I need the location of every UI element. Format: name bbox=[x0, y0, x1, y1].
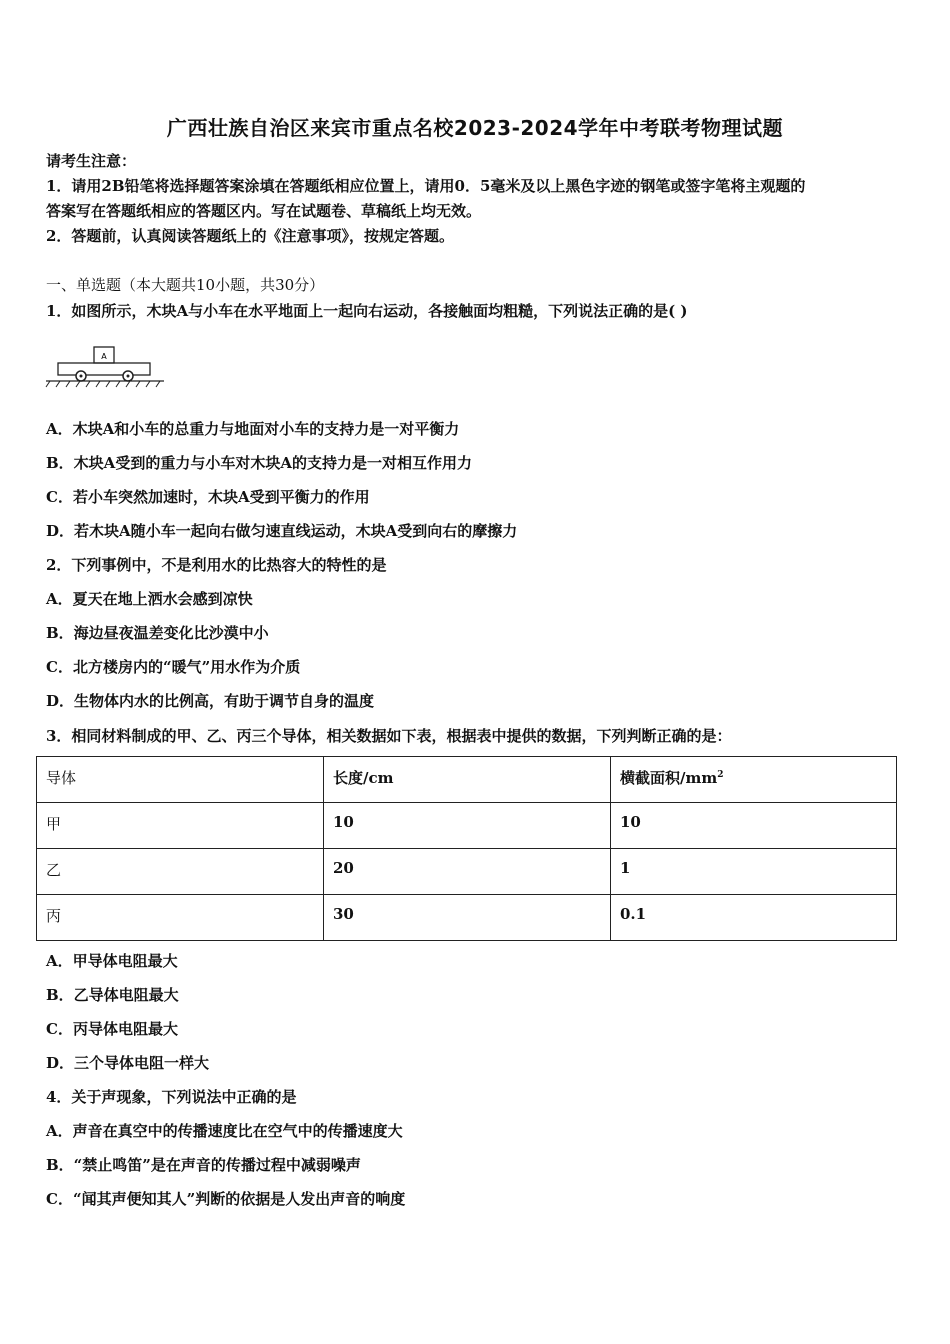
page-title: 广西壮族自治区来宾市重点名校2023-2024学年中考联考物理试题 bbox=[166, 116, 784, 140]
header-length: 长度/cm bbox=[324, 757, 611, 803]
table-cell: 20 bbox=[324, 849, 611, 895]
table-row bbox=[37, 895, 897, 941]
table-cell: 丙 bbox=[37, 895, 324, 941]
notice-item-2: 2．答题前，认真阅读答题纸上的《注意事项》，按规定答题。 bbox=[46, 227, 454, 245]
notice-heading: 请考生注意： bbox=[46, 152, 137, 170]
q4-option-c: C．“闻其声便知其人”判断的依据是人发出声音的响度 bbox=[46, 1190, 406, 1208]
header-cross-section: 横截面积$/mm^2$ bbox=[611, 757, 897, 803]
question-2-stem: 2．下列事例中，不是利用水的比热容大的特性的是 bbox=[46, 556, 387, 574]
table-row bbox=[37, 849, 897, 895]
q3-option-d: D．三个导体电阻一样大 bbox=[46, 1054, 210, 1072]
table-cell: 10 bbox=[324, 803, 611, 849]
q3-option-b: B．乙导体电阻最大 bbox=[46, 986, 179, 1004]
question-4-stem: 4．关于声现象，下列说法中正确的是 bbox=[46, 1088, 297, 1106]
q1-option-d: D．若木块A随小车一起向右做匀速直线运动，木块A受到向右的摩擦力 bbox=[46, 522, 518, 540]
q1-option-c: C．若小车突然加速时，木块A受到平衡力的作用 bbox=[46, 488, 370, 506]
block-a-label: A bbox=[101, 352, 107, 361]
table-header-row bbox=[37, 757, 897, 803]
table-cell: 10 bbox=[611, 803, 897, 849]
table-cell: 甲 bbox=[37, 803, 324, 849]
q1-option-a: A．木块A和小车的总重力与地面对小车的支持力是一对平衡力 bbox=[46, 420, 460, 438]
q1-option-b: B．木块A受到的重力与小车对木块A的支持力是一对相互作用力 bbox=[46, 454, 472, 472]
table-cell: 30 bbox=[324, 895, 611, 941]
q3-option-a: A．甲导体电阻最大 bbox=[46, 952, 178, 970]
cart-body bbox=[58, 363, 150, 375]
ground-hatching bbox=[46, 381, 160, 387]
notice-item-1-line-1: 1．请用2B铅笔将选择题答案涂填在答题纸相应位置上，请用0．5毫米及以上黑色字迹的钢笔或签字笔将主观题的 bbox=[46, 177, 806, 195]
q2-option-b: B．海边昼夜温差变化比沙漠中小 bbox=[46, 624, 269, 642]
q2-option-a: A．夏天在地上洒水会感到凉快 bbox=[46, 590, 253, 608]
conductor-data-table bbox=[36, 756, 897, 941]
table-cell: 1 bbox=[611, 849, 897, 895]
notice-item-1-line-2: 答案写在答题纸相应的答题区内。写在试题卷、草稿纸上均无效。 bbox=[46, 202, 482, 220]
table-row bbox=[37, 803, 897, 849]
q4-option-b: B．“禁止鸣笛”是在声音的传播过程中减弱噪声 bbox=[46, 1156, 361, 1174]
header-conductor: 导体 bbox=[37, 757, 324, 803]
q2-option-c: C．北方楼房内的“暖气”用水作为介质 bbox=[46, 658, 301, 676]
q2-option-d: D．生物体内水的比例高，有助于调节自身的温度 bbox=[46, 692, 375, 710]
cart-block-figure bbox=[44, 345, 166, 391]
section-heading: 一、单选题（本大题共10小题，共30分） bbox=[46, 276, 325, 294]
question-3-stem: 3．相同材料制成的甲、乙、丙三个导体，相关数据如下表，根据表中提供的数据，下列判断正确的是： bbox=[46, 727, 732, 745]
question-1-stem: 1．如图所示，木块A与小车在水平地面上一起向右运动，各接触面均粗糙，下列说法正确的是( ) bbox=[46, 302, 688, 320]
table-cell: 乙 bbox=[37, 849, 324, 895]
q3-option-c: C．丙导体电阻最大 bbox=[46, 1020, 178, 1038]
q4-option-a: A．声音在真空中的传播速度比在空气中的传播速度大 bbox=[46, 1122, 403, 1140]
table-cell: 0.1 bbox=[611, 895, 897, 941]
